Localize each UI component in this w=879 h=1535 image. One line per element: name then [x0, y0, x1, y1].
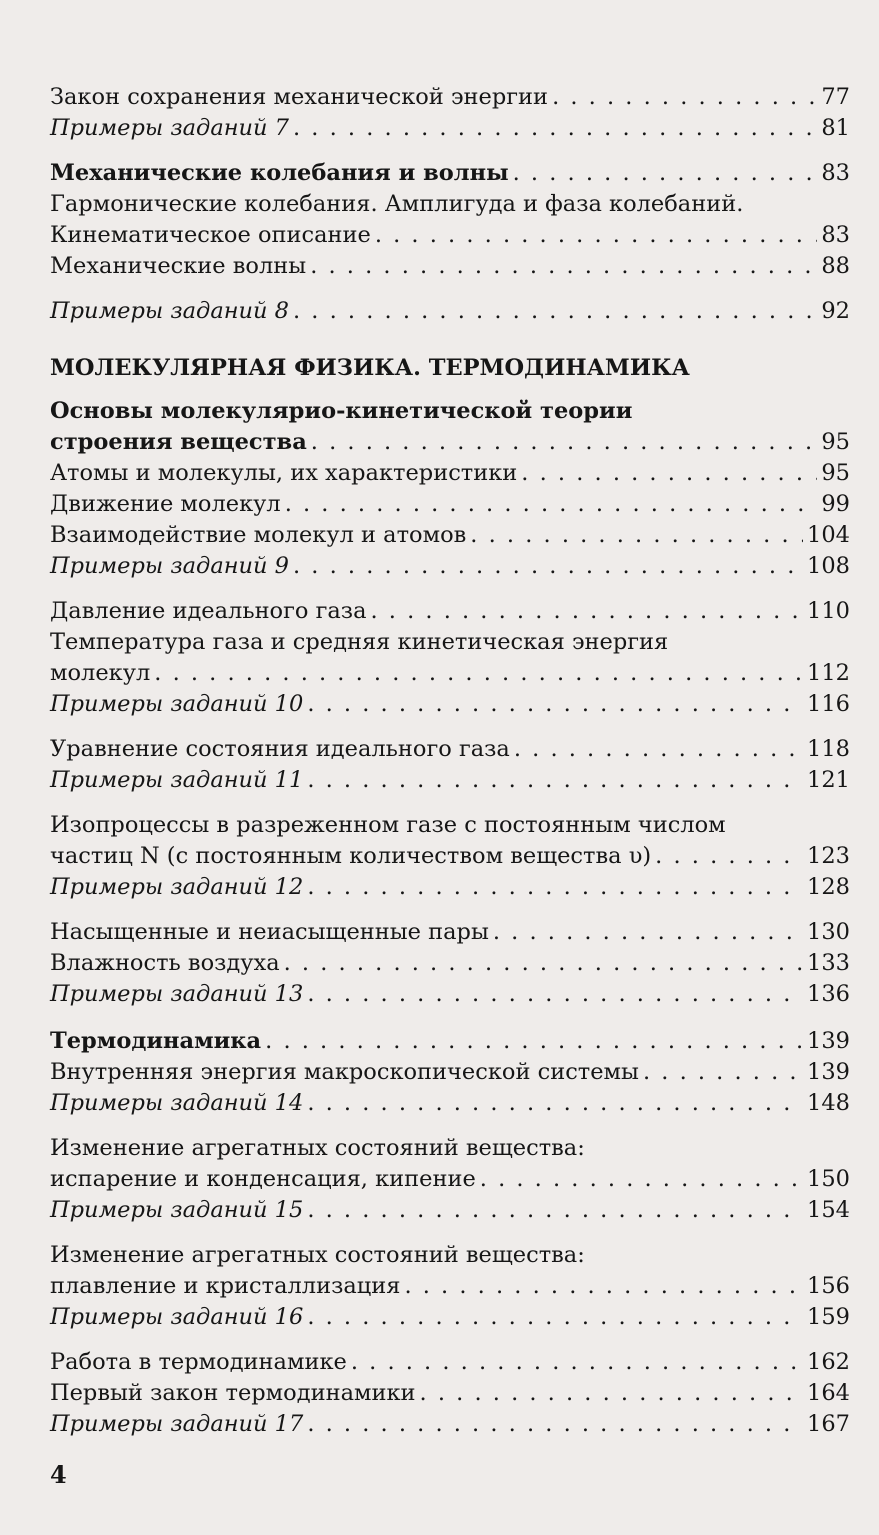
- toc-entry-title: Гармонические колебания. Амплигуда и фаза колебаний.: [50, 191, 744, 217]
- toc-entry: [50, 1088, 850, 1119]
- toc-entry-title: Давление идеального газа: [50, 598, 367, 624]
- toc-entry-page-number: 77: [821, 84, 850, 110]
- toc-page: [50, 82, 850, 1440]
- toc-entry: [50, 1302, 850, 1333]
- toc-entry-page-number: 118: [807, 736, 850, 762]
- toc-entry-title: Изопроцессы в разреженном газе с постоянным числом: [50, 812, 726, 838]
- toc-entry: [50, 841, 850, 872]
- dot-leader: [307, 765, 803, 796]
- toc-entry-title: Механические волны: [50, 253, 307, 279]
- toc-entry-page-number: 123: [807, 843, 850, 869]
- toc-entry-title: Движение молекул: [50, 491, 281, 517]
- dot-leader: [514, 734, 803, 765]
- toc-entry-page-number: 95: [821, 460, 850, 486]
- toc-entry-page-number: 148: [807, 1090, 850, 1116]
- dot-leader: [154, 658, 803, 689]
- toc-entry-title: Примеры заданий 12: [50, 874, 304, 900]
- toc-entry-page-number: 116: [807, 691, 850, 717]
- toc-entry-title: Примеры заданий 15: [50, 1197, 304, 1223]
- toc-entry-title: Атомы и молекулы, их характеристики: [50, 460, 518, 486]
- toc-entry-title: Кинематическое описание: [50, 222, 371, 248]
- toc-entry-page-number: 128: [807, 874, 850, 900]
- toc-entry: [50, 810, 850, 841]
- dot-leader: [307, 689, 803, 720]
- dot-leader: [493, 917, 803, 948]
- toc-entry-page-number: 99: [821, 491, 850, 517]
- toc-entry-title: Примеры заданий 11: [50, 767, 304, 793]
- dot-leader: [311, 427, 818, 458]
- toc-entry-page-number: 167: [807, 1411, 850, 1437]
- toc-entry-page-number: 130: [807, 919, 850, 945]
- toc-entry-page-number: 133: [807, 950, 850, 976]
- toc-entry: [50, 1057, 850, 1088]
- toc-entry-page-number: 156: [807, 1273, 850, 1299]
- toc-entry-title: Взаимодействие молекул и атомов: [50, 522, 467, 548]
- toc-entry: [50, 251, 850, 282]
- toc-entry-title: Термодинамика: [50, 1028, 262, 1054]
- toc-entry-title: Примеры заданий 17: [50, 1411, 304, 1437]
- dot-leader: [655, 841, 803, 872]
- dot-leader: [293, 296, 817, 327]
- dot-leader: [643, 1057, 803, 1088]
- toc-entry-title: Примеры заданий 16: [50, 1304, 304, 1330]
- dot-leader: [285, 489, 818, 520]
- toc-entry-page-number: 150: [807, 1166, 850, 1192]
- toc-entry-page-number: 139: [807, 1059, 850, 1085]
- dot-leader: [293, 113, 817, 144]
- toc-entry-page-number: 95: [821, 429, 850, 455]
- toc-entry-title: Изменение агрегатных состояний вещества:: [50, 1242, 585, 1268]
- dot-leader: [307, 1088, 803, 1119]
- toc-entry-page-number: 154: [807, 1197, 850, 1223]
- toc-entry-title: Механические колебания и волны: [50, 160, 509, 186]
- toc-entry: [50, 765, 850, 796]
- toc-entry-title: Примеры заданий 14: [50, 1090, 304, 1116]
- toc-entry-page-number: 83: [821, 160, 850, 186]
- toc-entry-page-number: 110: [807, 598, 850, 624]
- toc-entry-page-number: 92: [821, 298, 850, 324]
- toc-entry: [50, 1271, 850, 1302]
- dot-leader: [307, 872, 803, 903]
- toc-entry-page-number: 108: [807, 553, 850, 579]
- toc-entry-page-number: 159: [807, 1304, 850, 1330]
- toc-entry: [50, 520, 850, 551]
- dot-leader: [284, 948, 803, 979]
- toc-entry: [50, 296, 850, 327]
- toc-entry-title: плавление и кристаллизация: [50, 1273, 401, 1299]
- toc-entry: [50, 82, 850, 113]
- dot-leader: [513, 158, 818, 189]
- toc-entry-page-number: 112: [807, 660, 850, 686]
- toc-entry-title: Примеры заданий 8: [50, 298, 289, 324]
- toc-entry: [50, 979, 850, 1010]
- toc-entry-title: молекул: [50, 660, 151, 686]
- dot-leader: [552, 82, 817, 113]
- toc-entry-title: Влажность воздуха: [50, 950, 280, 976]
- dot-leader: [480, 1164, 803, 1195]
- dot-leader: [293, 551, 803, 582]
- toc-entry-page-number: 162: [807, 1349, 850, 1375]
- dot-leader: [265, 1026, 803, 1057]
- toc-entry-title: Основы молекулярио-кинетической теории: [50, 398, 633, 424]
- toc-entry: [50, 189, 850, 220]
- toc-entry-title: строения вещества: [50, 429, 307, 455]
- section-heading: МОЛЕКУЛЯРНАЯ ФИЗИКА. ТЕРМОДИНАМИКА: [50, 355, 690, 381]
- toc-entry: [50, 113, 850, 144]
- toc-entry-title: испарение и конденсация, кипение: [50, 1166, 476, 1192]
- dot-leader: [470, 520, 803, 551]
- toc-entry: [50, 917, 850, 948]
- toc-entry-title: Внутренняя энергия макроскопической системы: [50, 1059, 639, 1085]
- dot-leader: [404, 1271, 803, 1302]
- toc-entry: [50, 627, 850, 658]
- toc-entry-title: Изменение агрегатных состояний вещества:: [50, 1135, 585, 1161]
- toc-list-molecular-physics: [50, 396, 850, 1440]
- toc-entry: [50, 1378, 850, 1409]
- toc-entry: [50, 1240, 850, 1271]
- toc-entry: [50, 396, 850, 427]
- toc-entry-title: Насыщенные и неиасыщенные пары: [50, 919, 489, 945]
- toc-entry-title: Примеры заданий 7: [50, 115, 289, 141]
- toc-entry: [50, 734, 850, 765]
- toc-entry: [50, 658, 850, 689]
- toc-entry: [50, 1347, 850, 1378]
- toc-entry: [50, 551, 850, 582]
- toc-entry-title: Закон сохранения механической энергии: [50, 84, 549, 110]
- dot-leader: [420, 1378, 804, 1409]
- toc-entry-title: Работа в термодинамике: [50, 1349, 347, 1375]
- toc-entry: [50, 489, 850, 520]
- toc-entry-title: Примеры заданий 9: [50, 553, 289, 579]
- toc-entry: [50, 1026, 850, 1057]
- toc-entry-title: Первый закон термодинамики: [50, 1380, 416, 1406]
- toc-list-top: [50, 82, 850, 144]
- dot-leader: [307, 1195, 803, 1226]
- toc-entry-page-number: 121: [807, 767, 850, 793]
- toc-entry-page-number: 139: [807, 1028, 850, 1054]
- toc-entry: [50, 948, 850, 979]
- toc-entry: [50, 1195, 850, 1226]
- dot-leader: [370, 596, 803, 627]
- toc-entry-page-number: 104: [807, 522, 850, 548]
- toc-list-mechanical-oscillations: [50, 158, 850, 327]
- toc-entry-page-number: 81: [821, 115, 850, 141]
- toc-entry-title: Температура газа и средняя кинетическая энергия: [50, 629, 669, 655]
- toc-entry-title: частиц N (с постоянным количеством вещества υ): [50, 843, 652, 869]
- dot-leader: [375, 220, 818, 251]
- toc-entry-title: Примеры заданий 10: [50, 691, 304, 717]
- dot-leader: [307, 1302, 803, 1333]
- toc-entry-page-number: 83: [821, 222, 850, 248]
- dot-leader: [307, 979, 803, 1010]
- toc-entry-page-number: 88: [821, 253, 850, 279]
- toc-entry-title: Примеры заданий 13: [50, 981, 304, 1007]
- toc-entry-page-number: 164: [807, 1380, 850, 1406]
- toc-entry: [50, 1409, 850, 1440]
- toc-entry: [50, 458, 850, 489]
- toc-entry: [50, 596, 850, 627]
- dot-leader: [310, 251, 817, 282]
- page-number: 4: [50, 1460, 67, 1489]
- toc-entry-page-number: 136: [807, 981, 850, 1007]
- toc-entry: [50, 220, 850, 251]
- dot-leader: [521, 458, 817, 489]
- toc-entry: [50, 1164, 850, 1195]
- toc-entry: [50, 158, 850, 189]
- dot-leader: [307, 1409, 803, 1440]
- toc-entry: [50, 689, 850, 720]
- toc-entry: [50, 1133, 850, 1164]
- toc-entry-title: Уравнение состояния идеального газа: [50, 736, 510, 762]
- dot-leader: [351, 1347, 803, 1378]
- toc-entry: [50, 427, 850, 458]
- toc-entry: [50, 872, 850, 903]
